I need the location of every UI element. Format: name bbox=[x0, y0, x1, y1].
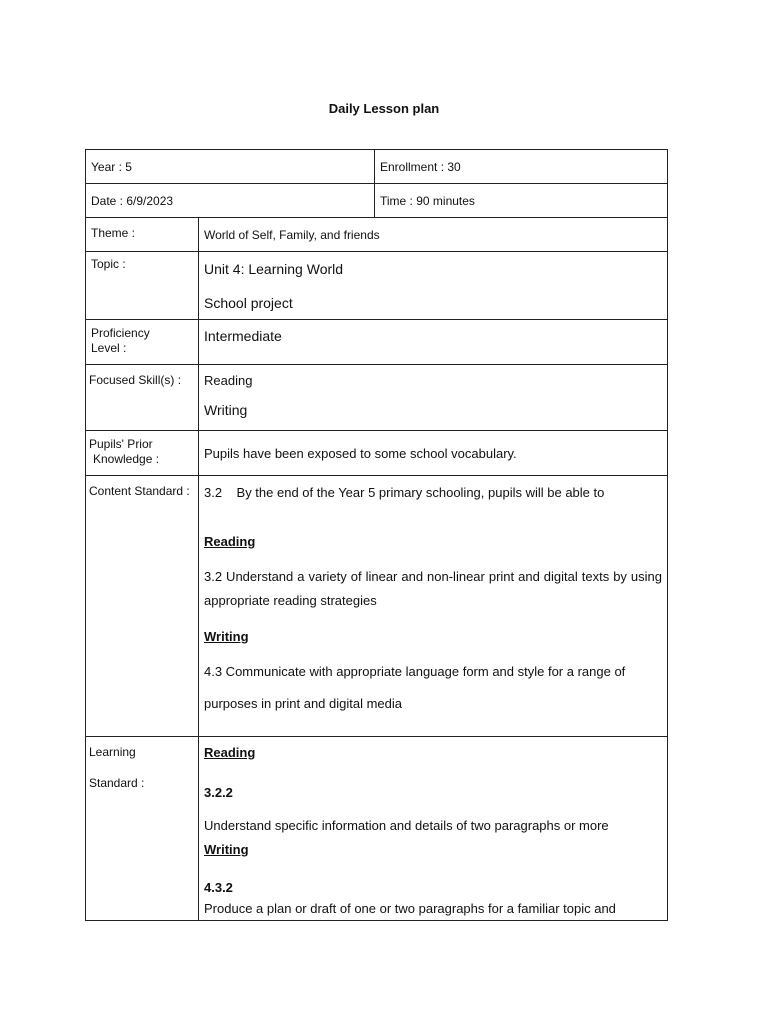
topic-label: Topic : bbox=[86, 252, 199, 320]
skills-row bbox=[86, 365, 668, 431]
learning-label-1: Learning bbox=[89, 745, 136, 759]
prior-label-2: Knowledge : bbox=[93, 452, 160, 466]
learning-label-2: Standard : bbox=[89, 776, 145, 790]
year-cell: Year : 5 bbox=[86, 150, 375, 184]
theme-value: World of Self, Family, and friends bbox=[199, 218, 668, 252]
proficiency-value: Intermediate bbox=[204, 328, 282, 344]
content-reading-text: 3.2 Understand a variety of linear and non-linear print and digital texts by using appropriate reading strategies bbox=[204, 569, 662, 608]
proficiency-label-2: Level : bbox=[91, 341, 127, 355]
topic-line-2: School project bbox=[204, 295, 293, 311]
learning-reading-code: 3.2.2 bbox=[204, 785, 233, 800]
content-label: Content Standard : bbox=[86, 476, 199, 737]
skill-reading: Reading bbox=[204, 373, 253, 388]
prior-value: Pupils have been exposed to some school vocabulary. bbox=[199, 431, 668, 476]
learning-reading-heading: Reading bbox=[204, 745, 256, 760]
date-cell: Date : 6/9/2023 bbox=[86, 184, 375, 218]
proficiency-label-1: Proficiency bbox=[91, 326, 150, 340]
learning-writing-text: Produce a plan or draft of one or two paragraphs for a familiar topic and bbox=[204, 901, 616, 916]
content-intro: 3.2 By the end of the Year 5 primary schooling, pupils will be able to bbox=[204, 485, 605, 500]
theme-label: Theme : bbox=[86, 218, 199, 252]
topic-row bbox=[86, 252, 668, 320]
page-title: Daily Lesson plan bbox=[328, 101, 440, 116]
content-writing-heading: Writing bbox=[204, 629, 249, 644]
content-writing-text-1: 4.3 Communicate with appropriate language form and style for a range of bbox=[204, 664, 626, 679]
prior-knowledge-row bbox=[86, 431, 668, 476]
proficiency-row bbox=[86, 320, 668, 365]
content-reading-heading: Reading bbox=[204, 534, 256, 549]
theme-row bbox=[86, 218, 668, 252]
prior-label-1: Pupils' Prior bbox=[89, 437, 153, 451]
time-cell: Time : 90 minutes bbox=[375, 184, 668, 218]
learning-writing-code: 4.3.2 bbox=[204, 880, 233, 895]
enrollment-cell: Enrollment : 30 bbox=[375, 150, 668, 184]
content-writing-text-2: purposes in print and digital media bbox=[204, 696, 403, 711]
learning-reading-text: Understand specific information and details of two paragraphs or more bbox=[204, 818, 609, 833]
learning-writing-heading: Writing bbox=[204, 842, 249, 857]
lesson-table bbox=[85, 217, 668, 921]
skill-writing: Writing bbox=[204, 402, 248, 418]
content-standard-row bbox=[86, 476, 668, 737]
header-table bbox=[85, 149, 668, 218]
learning-standard-row bbox=[86, 737, 668, 921]
topic-line-1: Unit 4: Learning World bbox=[204, 261, 344, 277]
skills-label: Focused Skill(s) : bbox=[86, 365, 199, 431]
